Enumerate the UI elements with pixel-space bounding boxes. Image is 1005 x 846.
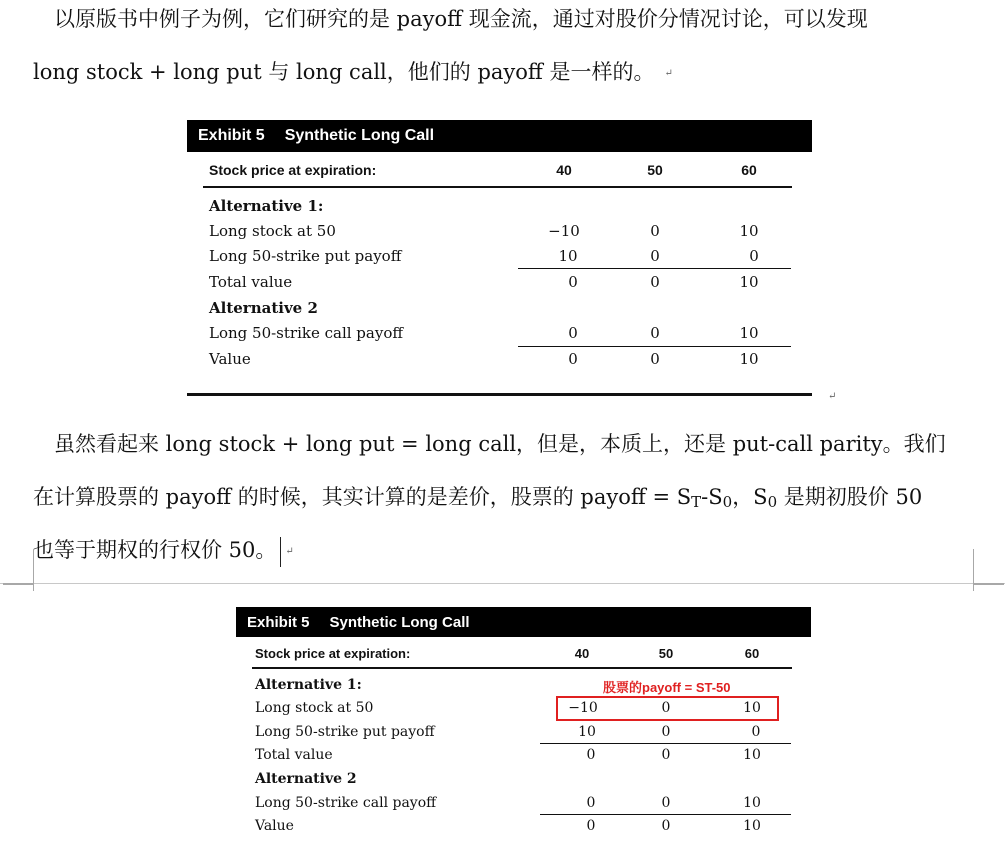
table-row [187,219,812,243]
exhibit-title: Synthetic Long Call [284,127,435,144]
cell-value: 0 [650,222,660,240]
table-row [187,194,812,218]
cell-value: 10 [743,795,761,811]
table-row [187,270,812,294]
cell-value: −10 [568,700,598,716]
cell-value: 0 [586,818,596,834]
row-label: Value [209,350,251,368]
header-label: Stock price at expiration: [255,645,411,661]
alt2-label: Alternative 2 [209,299,318,317]
alt2-label: Alternative 2 [255,771,357,787]
highlight-box [556,696,779,721]
paragraph-mark-icon: ↵ [285,546,294,557]
cell-value: 0 [650,324,660,342]
table-header-row [236,642,811,664]
price-50: 50 [658,645,674,661]
row-label: Long 50-strike call payoff [255,795,437,811]
payoff-annotation: 股票的payoff = ST-50 [603,680,731,695]
price-40: 40 [556,162,572,178]
table-row [236,792,811,814]
alt1-label: Alternative 1: [255,677,362,693]
intro-paragraph [33,0,973,99]
cell-value: 10 [739,324,759,342]
cell-value: 0 [568,273,578,291]
margin-corner-mark [3,584,34,591]
table-header-row [187,158,812,182]
row-label: Long 50-strike put payoff [209,247,402,265]
price-40: 40 [574,645,590,661]
subtotal-rule [518,268,791,269]
margin-corner-mark [973,584,1004,591]
exhibit-title: Synthetic Long Call [329,613,470,631]
row-label: Total value [209,273,293,291]
body-line-3: 也等于期权的行权价 50。 ↵ [33,524,973,577]
row-label: Long 50-strike put payoff [255,724,435,740]
price-50: 50 [647,162,663,178]
table-row [187,244,812,268]
cell-value: 0 [751,724,761,740]
body-line-1: 虽然看起来 long stock + long put = long call，但是，本质上，还是 put-call parity。我们 [33,432,946,456]
cell-value: 10 [578,724,596,740]
cell-value: 0 [650,247,660,265]
cell-value: 10 [743,747,761,763]
margin-corner-mark [973,549,1004,584]
cell-value: 0 [650,273,660,291]
cell-value: 0 [586,747,596,763]
exhibit-number: Exhibit 5 [247,613,310,631]
cell-value: 0 [586,795,596,811]
paragraph-mark-icon: ↵ [828,391,837,402]
text-cursor [280,537,281,567]
intro-line-1: 以原版书中例子为例，它们研究的是 payoff 现金流，通过对股价分情况讨论，可以发现 [33,7,868,31]
table-row [236,721,811,743]
table-row [236,744,811,766]
row-label: Long 50-strike call payoff [209,324,404,342]
paragraph-mark-icon: ↵ [664,68,673,79]
exhibit-bottom-rule [187,393,812,396]
cell-value: 10 [739,273,759,291]
exhibit-header-bar [236,607,811,637]
alt1-label: Alternative 1: [209,197,324,215]
row-label: Value [255,818,294,834]
price-60: 60 [744,645,760,661]
cell-value: 0 [661,747,671,763]
cell-value: 0 [661,700,671,716]
table-row [236,768,811,790]
exhibit-header-bar [187,120,812,152]
row-label: Long stock at 50 [255,700,374,716]
cell-value: 0 [749,247,759,265]
cell-value: −10 [548,222,580,240]
cell-value: 0 [661,724,671,740]
cell-value: 10 [743,700,761,716]
table-row [187,296,812,320]
cell-value: 0 [568,350,578,368]
cell-value: 10 [739,222,759,240]
header-rule [252,667,792,669]
table-row [187,347,812,371]
cell-value: 0 [661,818,671,834]
cell-value: 0 [568,324,578,342]
header-rule [203,186,792,188]
cell-value: 10 [739,350,759,368]
row-label: Total value [255,747,333,763]
exhibit-number: Exhibit 5 [198,127,265,144]
table-row [236,815,811,837]
header-label: Stock price at expiration: [209,162,377,178]
exhibit-table-top [187,120,812,396]
cell-value: 0 [650,350,660,368]
body-paragraph [33,418,973,577]
cell-value: 10 [743,818,761,834]
cell-value: 10 [558,247,578,265]
page-break-line [0,583,1005,584]
price-60: 60 [741,162,757,178]
row-label: Long stock at 50 [209,222,336,240]
cell-value: 0 [661,795,671,811]
intro-line-2: long stock + long put 与 long call，他们的 payoff 是一样的。 ↵ [33,60,673,84]
table-row [187,321,812,345]
exhibit-table-annotated [236,607,811,846]
body-line-2: 在计算股票的 payoff 的时候，其实计算的是差价，股票的 payoff = $S_T-S_0$，$S_0$ 是期初股价 50 [33,485,923,511]
margin-corner-mark [3,549,34,584]
